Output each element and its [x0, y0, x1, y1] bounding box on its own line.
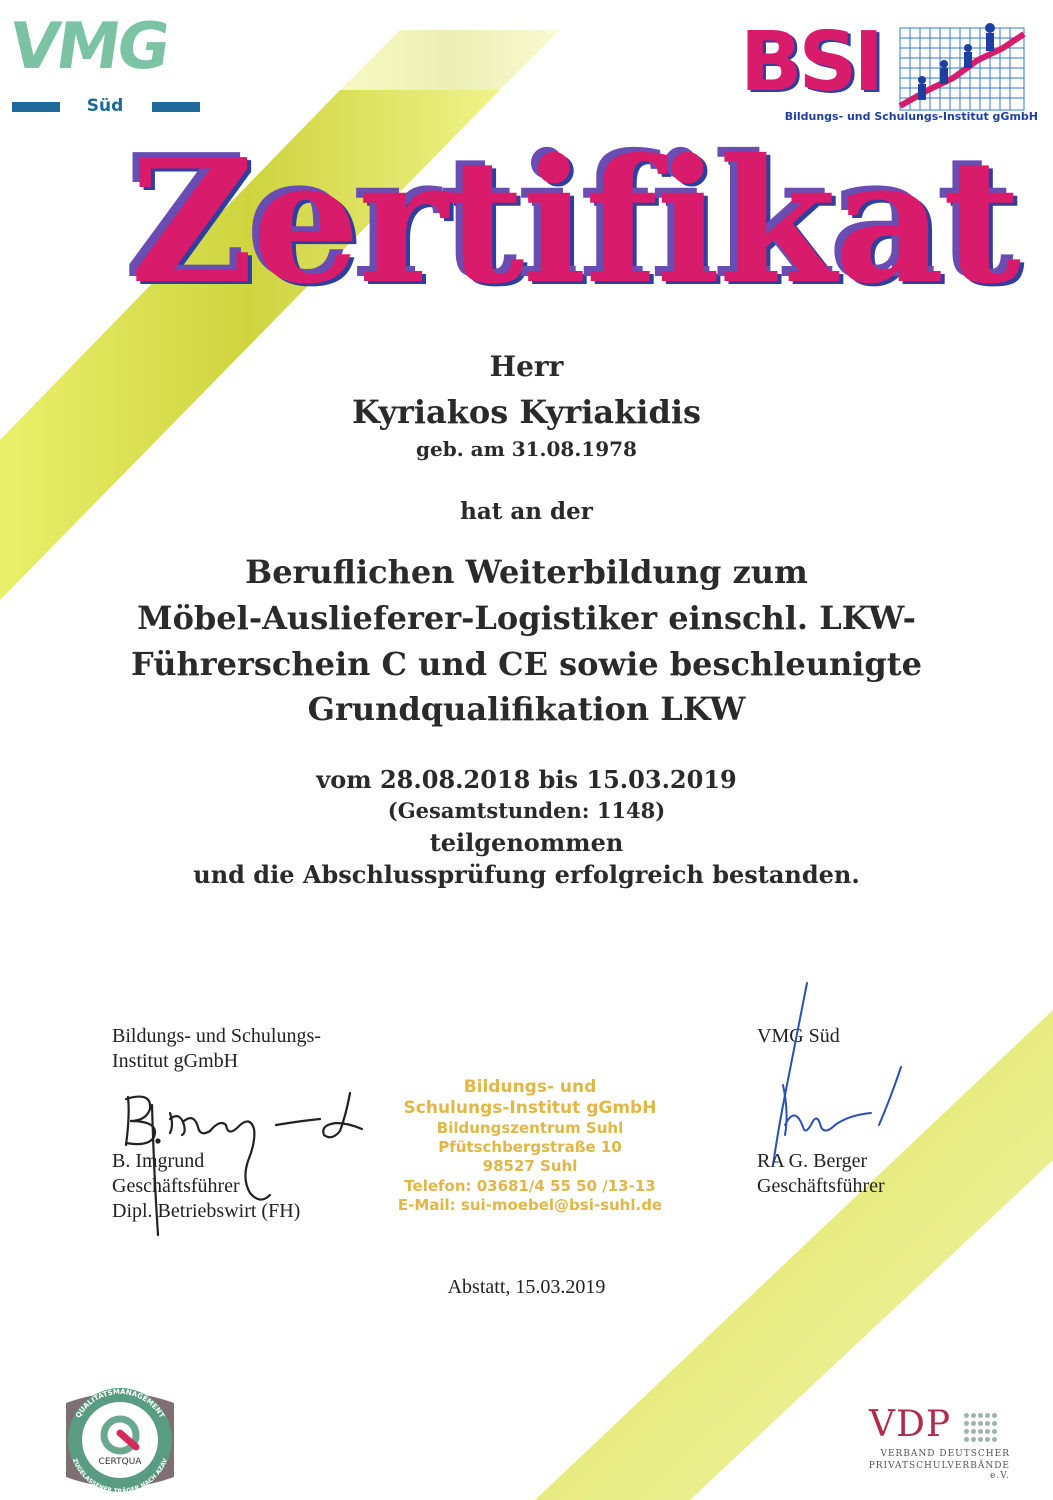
course-period: vom 28.08.2018 bis 15.03.2019: [316, 765, 737, 794]
left-signatory-name: B. Imgrund: [112, 1150, 205, 1172]
vdp-abbr: VDP: [869, 1404, 952, 1445]
left-signatory-role: Geschäftsführer: [112, 1175, 240, 1197]
participated-text: teilgenommen: [429, 828, 624, 857]
course-line-3: Führerschein C und CE sowie beschleunigte: [131, 645, 922, 683]
svg-text:QUALITÄTSMANAGEMENT: [74, 1388, 166, 1420]
certqua-ring-bottom: ZUGELASSENER TRÄGER NACH AZAV: [70, 1457, 170, 1495]
recipient-birthdate: geb. am 31.08.1978: [416, 437, 637, 461]
left-signatory-org-1: Bildungs- und Schulungs-: [112, 1025, 321, 1047]
stamp-line-1: Bildungs- und: [463, 1077, 597, 1097]
vmg-logo: [4, 10, 200, 122]
course-line-1: Beruflichen Weiterbildung zum: [245, 553, 808, 591]
bsi-grid-icon: [898, 20, 1028, 112]
stamp-line-2: Schulungs-Institut gGmbH: [403, 1098, 657, 1118]
place-and-date: Abstatt, 15.03.2019: [447, 1276, 606, 1298]
right-signatory-org: VMG Süd: [757, 1025, 840, 1047]
course-line-4: Grundqualifikation LKW: [307, 690, 746, 728]
vdp-logo: [845, 1405, 1015, 1485]
recipient-name: Kyriakos Kyriakidis: [352, 393, 701, 431]
stamp-line-3: Bildungszentrum Suhl: [436, 1119, 624, 1137]
bsi-logo-wordmark: BSI: [740, 15, 881, 110]
stamp-line-7: E-Mail: sui-moebel@bsi-suhl.de: [397, 1196, 663, 1214]
vmg-logo-bars: [10, 98, 200, 116]
vdp-line-2: PRIVATSCHULVERBÄNDE e.V.: [868, 1461, 1010, 1481]
stamp-line-4: Pfütschbergstraße 10: [438, 1138, 622, 1156]
exam-passed-text: und die Abschlussprüfung erfolgreich bestanden.: [193, 860, 860, 889]
left-signatory-org-2: Institut gGmbH: [112, 1050, 239, 1072]
intro-text: hat an der: [460, 498, 593, 525]
stamp-line-6: Telefon: 03681/4 55 50 /13-13: [404, 1177, 656, 1195]
certqua-seal: [60, 1385, 180, 1495]
right-signatory-role: Geschäftsführer: [757, 1175, 885, 1197]
stamp-line-5: 98527 Suhl: [482, 1157, 578, 1175]
right-signatory-name: RA G. Berger: [757, 1150, 868, 1172]
recipient-salutation: Herr: [489, 350, 564, 383]
vdp-dots-icon: [963, 1411, 1007, 1443]
vdp-line-1: VERBAND DEUTSCHER: [880, 1449, 1010, 1459]
top-band-tail: [340, 30, 560, 90]
vmg-logo-wordmark: VMG: [4, 10, 172, 84]
left-signatory-degree: Dipl. Betriebswirt (FH): [112, 1200, 301, 1222]
certqua-label: CERTQUA: [98, 1457, 142, 1467]
course-line-2: Möbel-Auslieferer-Logistiker einschl. LKW-: [137, 599, 916, 637]
bsi-logo: [738, 12, 1038, 127]
certificate-title: Zertifikat: [130, 122, 1020, 322]
vmg-logo-sub: Süd: [86, 96, 124, 116]
certqua-ring-top: QUALITÄTSMANAGEMENT: [74, 1387, 166, 1420]
course-hours: (Gesamtstunden: 1148): [387, 798, 666, 823]
right-signature: [745, 975, 925, 1175]
bsi-logo-tagline: Bildungs- und Schulungs-Institut gGmbH: [784, 110, 1038, 123]
